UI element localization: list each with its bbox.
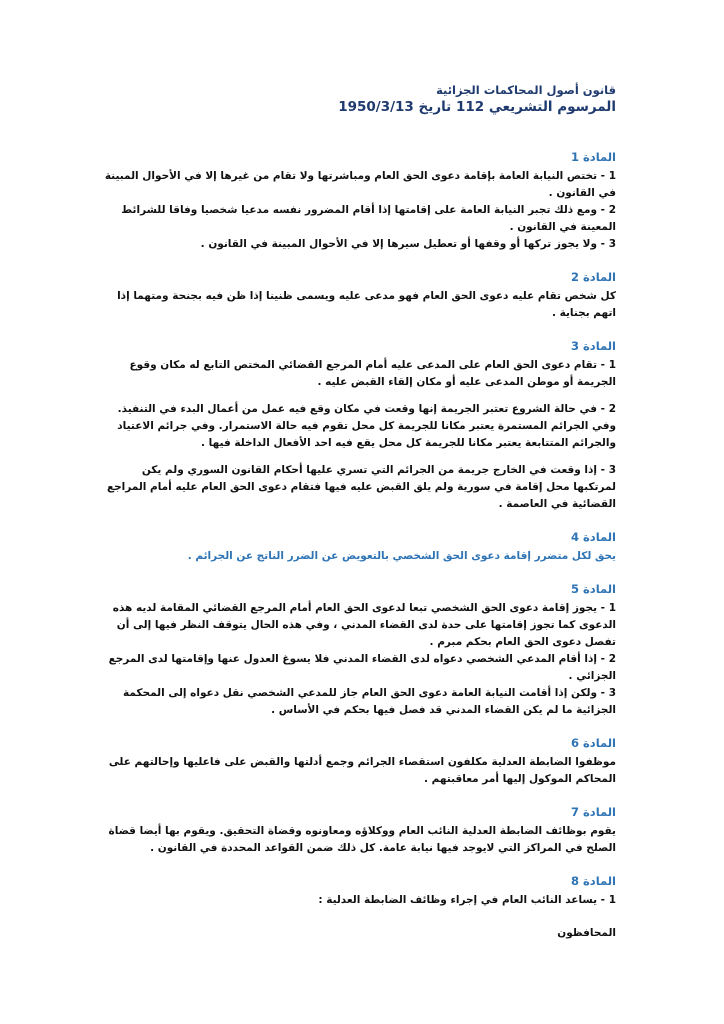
document-title: قانون أصول المحاكمات الجزائية [436, 83, 616, 97]
article-paragraph: 1 - يساعد النائب العام في إجراء وظائف الضابطة العدلية : [318, 894, 616, 906]
document-page [100, 82, 616, 942]
article-6 [100, 735, 616, 788]
article-heading: المادة 8 [571, 874, 616, 888]
article-4 [100, 529, 616, 565]
article-paragraph: 3 - إذا وقعت في الخارج جريمة من الجرائم التي تسري عليها أحكام القانون السوري ولم يكن لمرتكبها محل إقامة في سورية ولم يلق القبض عليه فيها فتقام دعوى الحق العام عليه أمام المراجع القضائية في العاصمة . [106, 464, 616, 510]
article-5 [100, 581, 616, 719]
article-heading: المادة 3 [571, 339, 616, 353]
article-heading: المادة 5 [571, 582, 616, 596]
article-heading: المادة 1 [571, 150, 616, 164]
article-heading: المادة 2 [571, 270, 616, 284]
article-paragraph: 1 - يجوز إقامة دعوى الحق الشخصي تبعا لدعوى الحق العام أمام المرجع القضائي المقامة لديه هذه الدعوى كما تجوز إقامتها على حدة لدى القضاء المدني ، وفي هذه الحال يتوقف النظر فيها إلى أن تفصل دعوى الحق العام بحكم مبرم . [112, 602, 616, 648]
article-2 [100, 269, 616, 322]
article-paragraph: موظفوا الضابطة العدلية مكلفون استقصاء الجرائم وجمع أدلتها والقبض على فاعليها وإحالتهم على المحاكم الموكول إليها أمر معاقبتهم . [108, 756, 616, 785]
article-paragraph: يقوم بوظائف الضابطة العدلية النائب العام ووكلاؤه ومعاونوه وقضاة التحقيق. ويقوم بها أيضا قضاة الصلح في المراكز التي لايوجد فيها نيابة عامة. كل ذلك ضمن القواعد المحددة في القانون . [108, 825, 616, 854]
article-paragraph: 3 - ولا يجوز تركها أو وقفها أو تعطيل سيرها إلا في الأحوال المبينة في القانون . [200, 238, 616, 250]
article-paragraph: كل شخص تقام عليه دعوى الحق العام فهو مدعى عليه ويسمى ظنينا إذا ظن فيه بجنحة ومتهما إذا اتهم بجناية . [117, 290, 616, 319]
article-paragraph: 1 - تقام دعوى الحق العام على المدعى عليه أمام المرجع القضائي المختص التابع له مكان وقوع الجريمة أو موطن المدعى عليه أو مكان إلقاء القبض عليه . [129, 359, 616, 388]
trailing-text: المحافظون [557, 927, 616, 939]
article-paragraph: يحق لكل متضرر إقامة دعوى الحق الشخصي بالتعويض عن الضرر الناتج عن الجرائم . [187, 550, 616, 562]
document-subtitle: المرسوم التشريعي 112 تاريخ 1950/3/13 [338, 99, 616, 115]
article-heading: المادة 4 [571, 530, 616, 544]
article-8 [100, 873, 616, 909]
article-3 [100, 338, 616, 513]
article-heading: المادة 6 [571, 736, 616, 750]
article-paragraph: 2 - إذا أقام المدعي الشخصي دعواه لدى القضاء المدني فلا يسوغ العدول عنها وإقامتها لدى المرجع الجزائي . [108, 653, 616, 682]
article-paragraph: 2 - ومع ذلك تجبر النيابة العامة على إقامتها إذا أقام المضرور نفسه مدعيا شخصيا وفاقا للشرائط المعينة في القانون . [121, 204, 616, 233]
article-paragraph: 1 - تختص النيابة العامة بإقامة دعوى الحق العام ومباشرتها ولا تقام من غيرها إلا في الأحوال المبينة في القانون . [104, 170, 616, 199]
article-1 [100, 149, 616, 253]
article-7 [100, 804, 616, 857]
article-paragraph: 3 - ولكن إذا أقامت النيابة العامة دعوى الحق العام جاز للمدعي الشخصي نقل دعواه إلى المحكمة الجزائية ما لم يكن القضاء المدني قد فصل فيها بحكم في الأساس . [123, 687, 616, 716]
article-paragraph: 2 - في حالة الشروع تعتبر الجريمة إنها وقعت في مكان وقع فيه عمل من أعمال البدء في التنفيذ. وفي الجرائم المستمرة يعتبر مكانا للجريمة كل محل تقوم فيه حالة الاستمرار. وفي جرائم الاعتياد والجرائم المتتابعة يعتبر مكانا للجريمة كل محل يقع فيه احد الأفعال الداخلة فيها . [117, 403, 616, 449]
article-heading: المادة 7 [571, 805, 616, 819]
